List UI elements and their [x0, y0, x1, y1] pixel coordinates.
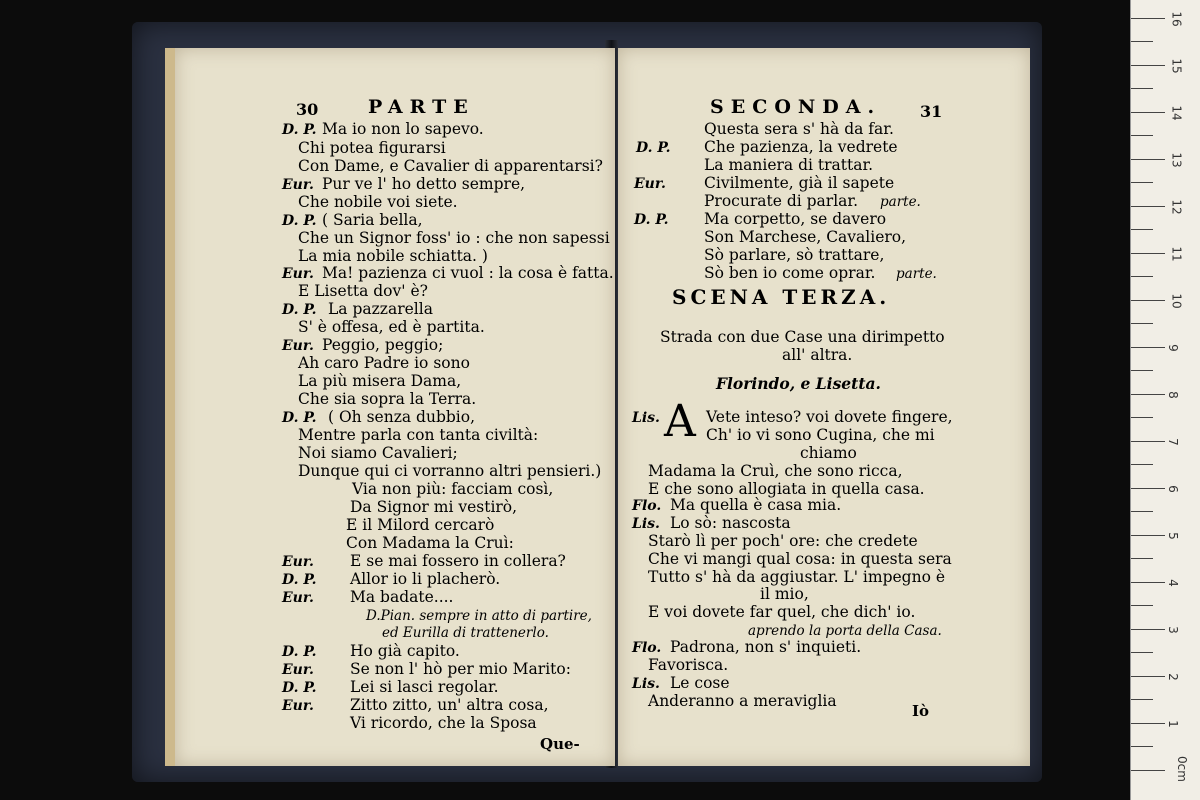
text-line: Ma io non lo sapevo. — [322, 120, 484, 138]
text-line: Le cose — [670, 674, 730, 692]
text-line: Vi ricordo, che la Sposa — [350, 714, 537, 732]
ruler-label: 16 — [1169, 11, 1184, 27]
speaker-label: D. P. — [282, 644, 317, 660]
drop-cap: A — [664, 396, 696, 447]
speaker-label: Eur. — [282, 662, 314, 678]
speaker-label: Eur. — [634, 176, 666, 192]
speaker-label: D. P. — [282, 410, 317, 426]
text-line: il mio, — [760, 585, 809, 603]
text-line: Civilmente, già il sapete — [704, 174, 895, 192]
text-line: Madama la Cruì, che sono ricca, — [648, 462, 903, 480]
text-line: Ah caro Padre io sono — [298, 354, 470, 372]
scene-setting: Strada con due Case una dirimpetto — [660, 328, 945, 346]
speaker-label: Eur. — [282, 177, 314, 193]
text-line: Pur ve l' ho detto sempre, — [322, 175, 526, 193]
text-line: Peggio, peggio; — [322, 336, 444, 354]
stage-direction: ed Eurilla di trattenerlo. — [382, 625, 549, 641]
text-line: Ch' io vi sono Cugina, che mi — [706, 426, 935, 444]
text-line: Son Marchese, Cavaliero, — [704, 228, 907, 246]
text-line: E il Milord cercarò — [346, 516, 495, 534]
ruler-label: 4 — [1165, 579, 1180, 587]
speaker-label: D. P. — [282, 680, 317, 696]
scene-title: SCENA TERZA. — [672, 285, 891, 309]
speaker-label: D. P. — [636, 140, 671, 156]
text-line: Noi siamo Cavalieri; — [298, 444, 458, 462]
text-line: Zitto zitto, un' altra cosa, — [350, 696, 549, 714]
speaker-label: Lis. — [632, 676, 660, 692]
ruler-label: 7 — [1165, 438, 1180, 446]
text-line: Lei si lasci regolar. — [350, 678, 499, 696]
ruler-label: 3 — [1165, 626, 1180, 634]
text-line: Anderanno a meraviglia — [648, 692, 837, 710]
text-line: Ma! pazienza ci vuol : la cosa è fatta. — [322, 264, 614, 282]
text-line: Sò ben io come oprar. — [704, 264, 876, 282]
right-running-head: SECONDA. — [710, 96, 882, 118]
text-line: Ma badate.... — [350, 588, 454, 606]
ruler-label: 9 — [1165, 344, 1180, 352]
text-line: ( Saria bella, — [322, 211, 423, 229]
speaker-label: D. P. — [282, 213, 317, 229]
text-line: chiamo — [800, 444, 857, 462]
text-line: E Lisetta dov' è? — [298, 282, 428, 300]
ruler-label: 0cm — [1174, 756, 1189, 782]
ruler-label: 6 — [1165, 485, 1180, 493]
stage-direction: parte. — [880, 194, 921, 210]
speaker-label: Flo. — [632, 498, 662, 514]
text-line: Favorisca. — [648, 656, 729, 674]
left-running-head: PARTE — [368, 96, 475, 118]
speaker-label: Flo. — [632, 640, 662, 656]
speaker-label: Lis. — [632, 516, 660, 532]
measuring-ruler — [1130, 0, 1200, 800]
text-line: Procurate di parlar. — [704, 192, 859, 210]
text-line: Ma quella è casa mia. — [670, 496, 842, 514]
ruler-label: 12 — [1169, 199, 1184, 215]
speaker-label: D. P. — [282, 302, 317, 318]
ruler-label: 15 — [1169, 58, 1184, 74]
ruler-label: 8 — [1165, 391, 1180, 399]
text-line: E voi dovete far quel, che dich' io. — [648, 603, 916, 621]
text-line: Lo sò: nascosta — [670, 514, 791, 532]
speaker-label: D. P. — [282, 122, 317, 138]
right-catchword: Iò — [912, 702, 930, 720]
scene-characters: Florindo, e Lisetta. — [716, 374, 881, 393]
speaker-label: Eur. — [282, 698, 314, 714]
ruler-label: 5 — [1165, 532, 1180, 540]
left-catchword: Que- — [540, 735, 580, 753]
text-line: Questa sera s' hà da far. — [704, 120, 894, 138]
right-page-number: 31 — [920, 102, 943, 121]
text-line: Che sia sopra la Terra. — [298, 390, 477, 408]
text-line: Vete inteso? voi dovete fingere, — [706, 408, 953, 426]
speaker-label: Eur. — [282, 266, 314, 282]
text-line: Con Dame, e Cavalier di apparentarsi? — [298, 157, 603, 175]
left-page-number: 30 — [296, 100, 319, 119]
text-line: Starò lì per poch' ore: che credete — [648, 532, 918, 550]
text-line: Che nobile voi siete. — [298, 193, 458, 211]
text-line: La più misera Dama, — [298, 372, 462, 390]
text-line: Se non l' hò per mio Marito: — [350, 660, 571, 678]
text-line: E se mai fossero in collera? — [350, 552, 566, 570]
ruler-label: 14 — [1169, 105, 1184, 121]
stage-direction: aprendo la porta della Casa. — [748, 623, 942, 639]
text-line: Padrona, non s' inquieti. — [670, 638, 862, 656]
ruler-label: 11 — [1169, 246, 1184, 262]
text-line: Che un Signor foss' io : che non sapessi — [298, 229, 610, 247]
text-line: Che pazienza, la vedrete — [704, 138, 898, 156]
text-line: Tutto s' hà da aggiustar. L' impegno è — [648, 568, 945, 586]
text-line: La maniera di trattar. — [704, 156, 874, 174]
scene-setting: all' altra. — [782, 346, 853, 364]
ruler-label: 10 — [1169, 293, 1184, 309]
speaker-label: D. P. — [634, 212, 669, 228]
ruler-label: 2 — [1165, 673, 1180, 681]
text-line: Che vi mangi qual cosa: in questa sera — [648, 550, 952, 568]
text-line: Ho già capito. — [350, 642, 460, 660]
speaker-label: Lis. — [632, 410, 660, 426]
text-line: Via non più: facciam così, — [352, 480, 554, 498]
ruler-label: 1 — [1165, 720, 1180, 728]
speaker-label: Eur. — [282, 590, 314, 606]
text-line: ( Oh senza dubbio, — [328, 408, 476, 426]
text-line: Allor io li placherò. — [350, 570, 501, 588]
text-line: E che sono allogiata in quella casa. — [648, 480, 925, 498]
speaker-label: Eur. — [282, 338, 314, 354]
text-line: Ma corpetto, se davero — [704, 210, 887, 228]
text-line: La mia nobile schiatta. ) — [298, 247, 488, 265]
text-line: Sò parlare, sò trattare, — [704, 246, 885, 264]
ruler-label: 13 — [1169, 152, 1184, 168]
speaker-label: D. P. — [282, 572, 317, 588]
text-line: Chi potea figurarsi — [298, 139, 446, 157]
text-line: Con Madama la Cruì: — [346, 534, 514, 552]
stage-direction: D.Pian. sempre in atto di partire, — [366, 608, 592, 624]
text-line: Dunque qui ci vorranno altri pensieri.) — [298, 462, 602, 480]
text-line: S' è offesa, ed è partita. — [298, 318, 485, 336]
text-line: La pazzarella — [328, 300, 433, 318]
text-line: Da Signor mi vestirò, — [350, 498, 518, 516]
speaker-label: Eur. — [282, 554, 314, 570]
text-line: Mentre parla con tanta civiltà: — [298, 426, 539, 444]
stage-direction: parte. — [896, 266, 937, 282]
